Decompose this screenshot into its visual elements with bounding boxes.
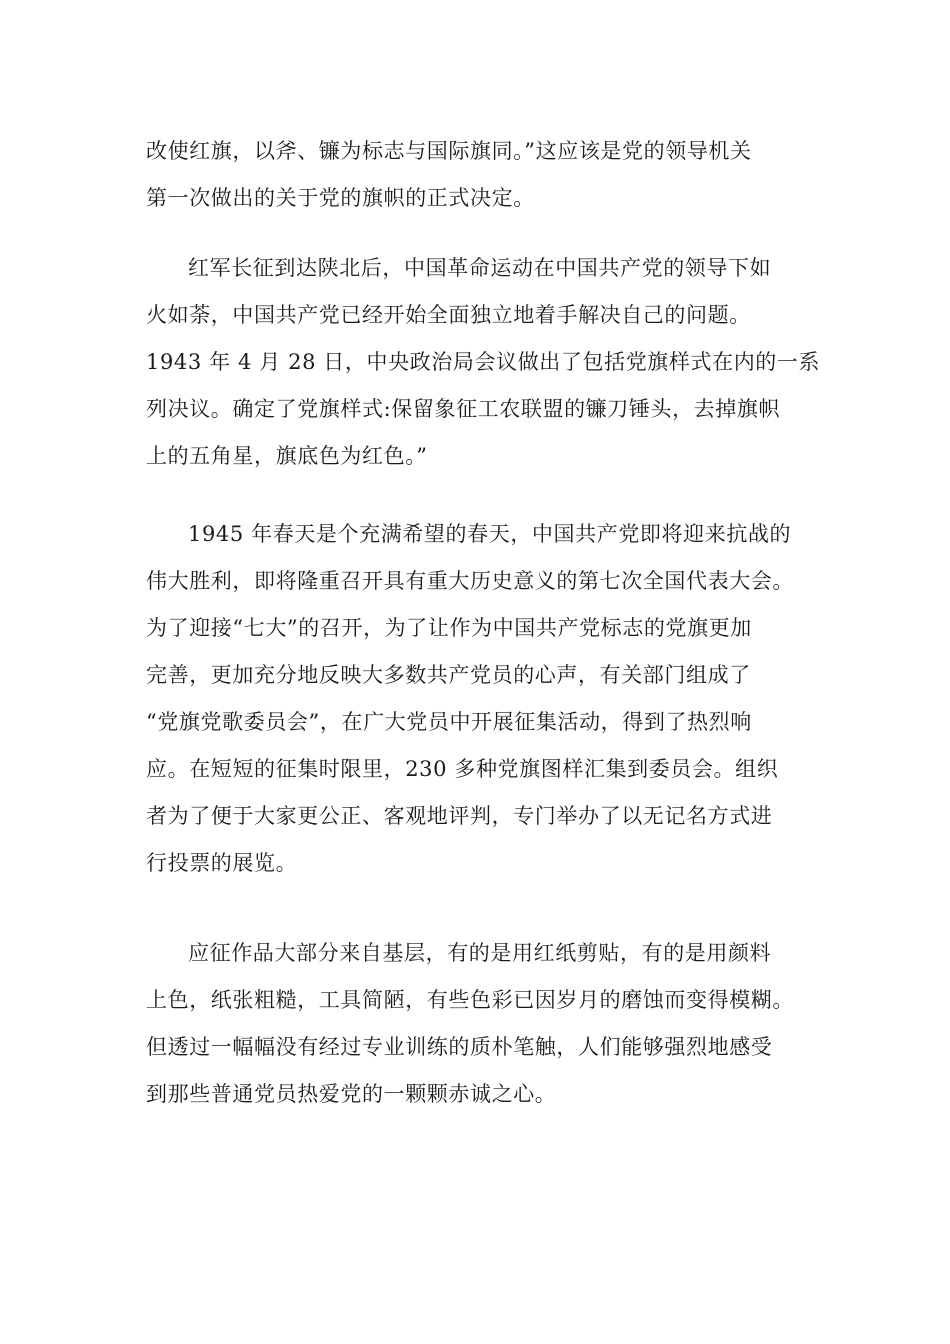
text-line: 到那些普通党员热爱党的一颗颗赤诚之心。 bbox=[146, 1082, 557, 1106]
paragraph-2 bbox=[146, 245, 826, 480]
text-line: 第一次做出的关于党的旗帜的正式决定。 bbox=[146, 186, 535, 210]
text-line: 但透过一幅幅没有经过专业训练的质朴笔触，人们能够强烈地感受 bbox=[146, 1035, 773, 1059]
text-line: 完善，更加充分地反映大多数共产党员的心声，有关部门组成了 bbox=[146, 663, 751, 687]
text-line: 行投票的展览。 bbox=[146, 851, 298, 875]
text-line: 1943 年 4 月 28 日，中央政治局会议做出了包括党旗样式在内的一系 bbox=[146, 350, 821, 374]
text-line: 者为了便于大家更公正、客观地评判，专门举办了以无记名方式进 bbox=[146, 804, 773, 828]
text-line: 列决议。确定了党旗样式:保留象征工农联盟的镰刀锤头，去掉旗帜 bbox=[146, 397, 781, 421]
paragraph-3 bbox=[146, 511, 826, 887]
text-line: 红军长征到达陕北后，中国革命运动在中国共产党的领导下如 bbox=[188, 256, 772, 280]
text-line: 火如荼，中国共产党已经开始全面独立地着手解决自己的问题。 bbox=[146, 303, 751, 327]
paragraph-1 bbox=[146, 128, 826, 222]
text-line: 改使红旗，以斧、镰为标志与国际旗同。”这应该是党的领导机关 bbox=[146, 139, 752, 163]
text-line: 上的五角星，旗底色为红色。” bbox=[146, 444, 428, 468]
text-line: 应。在短短的征集时限里，230 多种党旗图样汇集到委员会。组织 bbox=[146, 757, 779, 781]
paragraph-4 bbox=[146, 930, 826, 1118]
text-line: “党旗党歌委员会”，在广大党员中开展征集活动，得到了热烈响 bbox=[146, 710, 752, 734]
text-line: 伟大胜利，即将隆重召开具有重大历史意义的第七次全国代表大会。 bbox=[146, 569, 794, 593]
text-line: 为了迎接“七大”的召开，为了让作为中国共产党标志的党旗更加 bbox=[146, 616, 752, 640]
text-line: 1945 年春天是个充满希望的春天，中国共产党即将迎来抗战的 bbox=[188, 522, 792, 546]
text-line: 上色，纸张粗糙，工具简陋，有些色彩已因岁月的磨蚀而变得模糊。 bbox=[146, 988, 794, 1012]
text-line: 应征作品大部分来自基层，有的是用红纸剪贴，有的是用颜料 bbox=[188, 941, 772, 965]
